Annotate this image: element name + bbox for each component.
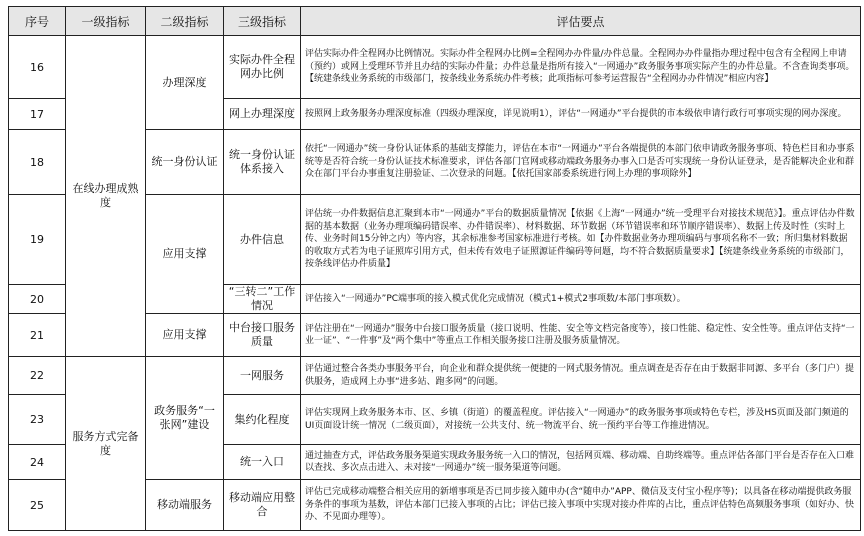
level3-cell: 统一身份认证体系接入 — [224, 130, 301, 195]
table-row — [9, 36, 861, 99]
level2-mobile: 移动端服务 — [146, 480, 224, 531]
row-number: 22 — [9, 357, 66, 395]
level3-cell: 移动端应用整合 — [224, 480, 301, 531]
level2-unified-auth: 统一身份认证 — [146, 130, 224, 195]
evaluation-points: 按照网上政务服务办理深度标准（四级办理深度，详见说明1），评估“一网通办”平台提供的市本级依申请行政行可事项实现的网办深度。 — [301, 99, 861, 130]
evaluation-points: 评估接入“一网通办”PC端事项的接入模式优化完成情况（模式1+模式2事项数/本部门事项数）。 — [301, 285, 861, 314]
level3-cell: 一网服务 — [224, 357, 301, 395]
level1-service-completeness: 服务方式完备度 — [66, 357, 146, 531]
header-row — [9, 7, 861, 36]
evaluation-points: 评估实现网上政务服务本市、区、乡镇（街道）的覆盖程度。评估接入“一网通办”的政务服务事项或特色专栏，涉及HS页面及部门频道的UI页面设计统一情况（二级页面），对接统一公共支付、统一物流平台、统一预约平台等工作推进情况。 — [301, 395, 861, 445]
row-number: 16 — [9, 36, 66, 99]
level3-cell: 办件信息 — [224, 195, 301, 285]
level3-cell: 中台接口服务质量 — [224, 314, 301, 357]
level2-app-support: 应用支撑 — [146, 314, 224, 357]
row-number: 19 — [9, 195, 66, 285]
evaluation-points: 评估已完成移动端整合相关应用的新增事项是否已同步接入随申办(含“随申办”APP、微信及支付宝小程序等)；以具备在移动端提供政务服务条件的事项为基数，评估本部门已接入事项的占比；评估已接入事项中实现对接办件库的占比，重点评估特色高频服务事项（如好办、快办、不见面办理等）。 — [301, 480, 861, 531]
header-level1: 一级指标 — [66, 7, 146, 36]
level3-cell: 实际办件全程网办比例 — [224, 36, 301, 99]
row-number: 23 — [9, 395, 66, 445]
row-number: 20 — [9, 285, 66, 314]
row-number: 24 — [9, 445, 66, 480]
header-points: 评估要点 — [301, 7, 861, 36]
level2-process-depth: 办理深度 — [146, 36, 224, 130]
evaluation-points: 评估注册在“一网通办”服务中台接口服务质量（接口说明、性能、安全等文档完备度等），接口性能、稳定性、安全性等。重点评估支持“一业一证”、“一件事”及“两个集中”等重点工作相关服务接口注册及服务质量情况。 — [301, 314, 861, 357]
header-seq: 序号 — [9, 7, 66, 36]
evaluation-points: 评估统一办件数据信息汇聚到本市“一网通办”平台的数据质量情况【依据《上海“一网通办”统一受理平台对接技术规范》】。重点评估办件数据的基本数据（业务办理项编码错误率、办件错误率）、材料数据、环节数据（环节错误率和环节顺序错误率）、数据上传及时性（实时上传、业务时间15分钟之内）等内容，其余标准参考国家标准进行考核。如【办件数据业务办理项编码与事项名称不一致；所归集材料数据的收取方式若为电子证照库引用方式，但未传有效电子证照源证件编码等问题，均不符合数据质量要求】【统建条线业务系统的市级部门，按条线评估办件质量】 — [301, 195, 861, 285]
row-number: 21 — [9, 314, 66, 357]
table-row — [9, 357, 861, 395]
level3-cell: 集约化程度 — [224, 395, 301, 445]
row-number: 25 — [9, 480, 66, 531]
row-number: 17 — [9, 99, 66, 130]
evaluation-table — [8, 6, 861, 531]
level3-cell: 统一入口 — [224, 445, 301, 480]
evaluation-points: 评估通过整合各类办事服务平台，向企业和群众提供统一便捷的一网式服务情况。重点调查是否存在由于数据非同源、多平台（多门户）提供服务，造成网上办事“进多站、跑多网”的问题。 — [301, 357, 861, 395]
level2-app-support: 应用支撑 — [146, 195, 224, 314]
header-level2: 二级指标 — [146, 7, 224, 36]
evaluation-points: 依托“一网通办”统一身份认证体系的基础支撑能力，评估在本市“一网通办”平台各端提供的本部门依申请政务服务事项、特色栏目和办事系统等是否符合统一身份认证技术标准要求，评估各部门官网或移动端政务服务办事入口是否可实现统一身份认证登录，是否能解决企业和群众在部门平台办事重复注册验证、二次登录的问题。【依托国家部委系统进行网上办理的事项除外】 — [301, 130, 861, 195]
level2-one-network: 政务服务“一张网”建设 — [146, 357, 224, 480]
row-number: 18 — [9, 130, 66, 195]
evaluation-points: 评估实际办件全程网办比例情况。实际办件全程网办比例=全程网办办件量/办件总量。全程网办办件量指办理过程中包含有全程网上申请（预约）或网上受理环节并且办结的实际办件量；办件总量是指所有接入“一网通办”政务服务事项实际产生的办件总量。不含查询类事项。【统建条线业务系统的市级部门，按条线业务系统办件考核；此项指标可参考运营报告“全程网办办件情况”相应内容】 — [301, 36, 861, 99]
level1-online-maturity: 在线办理成熟度 — [66, 36, 146, 357]
header-level3: 三级指标 — [224, 7, 301, 36]
level3-cell: 网上办理深度 — [224, 99, 301, 130]
evaluation-points: 通过抽查方式，评估政务服务渠道实现政务服务统一入口的情况，包括网页端、移动端、自助终端等。重点评估各部门平台是否存在入口难以查找、多次点击进入、未对接“一网通办”统一服务渠道等问题。 — [301, 445, 861, 480]
level3-cell: “三转二”工作情况 — [224, 285, 301, 314]
